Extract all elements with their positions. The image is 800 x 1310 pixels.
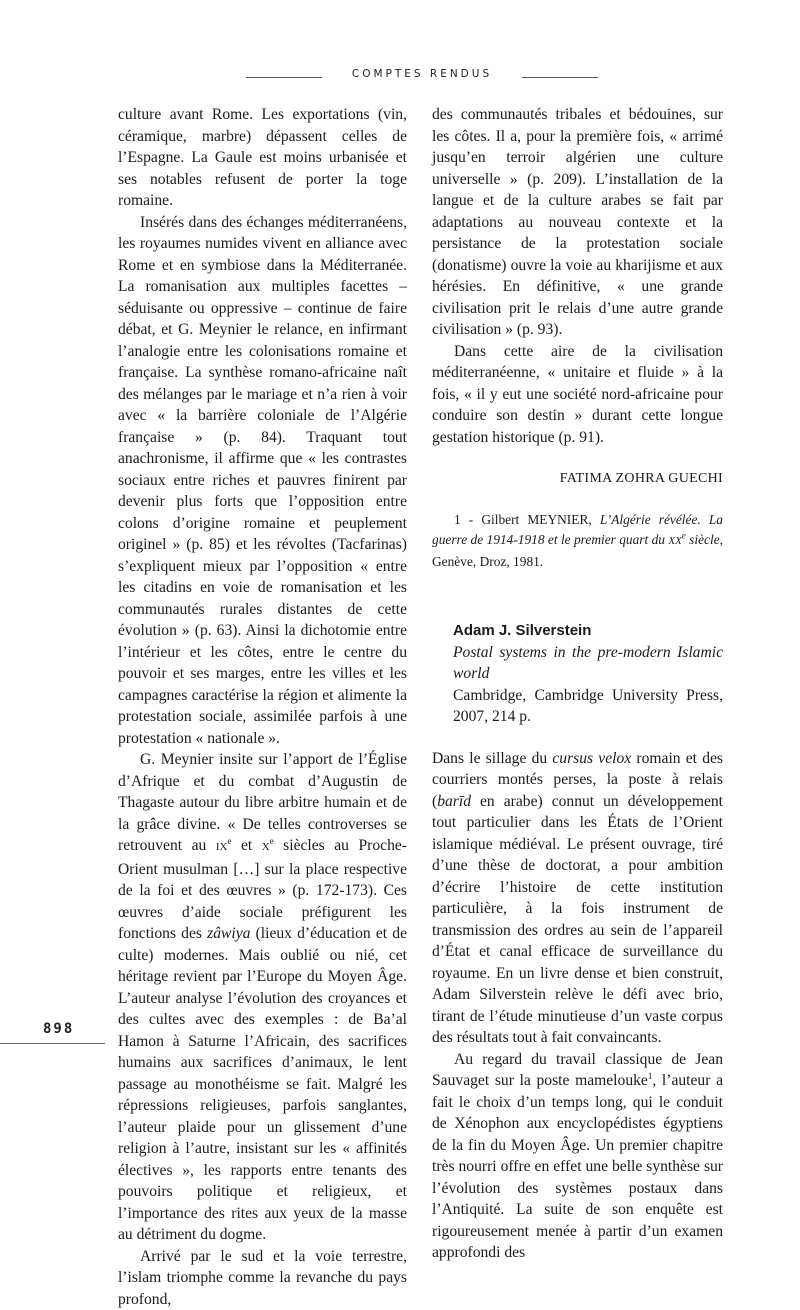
right-column <box>432 104 723 1264</box>
running-header <box>0 68 800 88</box>
review-signature: FATIMA ZOHRA GUECHI <box>432 468 723 490</box>
right-paragraph-4 <box>432 1049 723 1264</box>
left-paragraph-2: Insérés dans des échanges méditerranéens, les royaumes numides vivent en alliance avec Rome et en symbiose dans la Méditerranée. La romanisation aux multiples facettes – séduisante ou oppressive – continue de faire débat, et G. Meynier le relance, en infirmant l’analogie entre les colonisations romaine et française. La synthèse romano-africaine naît des mélanges par le mariage et n’a rien à voir avec « la barrière coloniale de l’Algérie française » (p. 84). Traquant tout anachronisme, il affirme que « les contrastes sociaux entre riches et pauvres finirent par devenir plus forts que l’opposition entre colons d’origine romaine et peuplement originel » (p. 85) et les révoltes (Tacfarinas) s’expliquent mieux par l’opposition « entre les citadins en voie de romanisation et les communautés rurales distantes de cette évolution » (p. 63). Ainsi la dichotomie entre l’intérieur et les côtes, entre le centre du pouvoir et ses marges, entre les villes et les campagnes caractérise la région et alimente la protestation sociale, assimilée parfois à une protestation « nationale ». <box>118 212 407 750</box>
text-span: romain et des courriers montés perses, la poste à relais ( <box>432 750 723 810</box>
roman-numeral-xx: XX <box>668 535 681 547</box>
header-rule-right <box>522 77 598 78</box>
text-span: siècles au Proche-Orient musulman […] sur la place respective de la foi et des œuvres » (p. 172-173). Ces œuvres d’aide sociale préfigurent les fonctions des <box>118 837 407 942</box>
text-span: (lieux d’éducation et de culte) modernes. Mais oublié ou nié, cet héritage revient par l’Europe du Moyen Âge. L’auteur analyse l’évolution des croyances et des cultes avec des exemples : de Ba’al Hamon à Saturne l’Africain, des sacrifices humains aux sacrifices d’animaux, le lent passage au monothéisme se fait. Malgré les répressions religieuses, parfois sanglantes, l’auteur plaide pour un glissement d’une religion à l’autre, insistant sur les « affinités électives », les rapports entre tenants des pouvoirs politique et religieux, et l’importance des rites aux yeux de la masse au détriment du dogme. <box>118 925 407 1243</box>
italic-term-zawiya: zâwiya <box>207 925 250 942</box>
text-span: en arabe) connut un développement tout particulier dans les États de l’Orient islamique médiéval. Le présent ouvrage, tiré d’une thèse de doctorat, a pour ambition d’écrire l’histoire de cette institution particulière, à la fois instrument de transmission des ordres au sein de l’appareil d’État et canal efficace de surveillance du royaume. En un livre dense et bien construit, Adam Silverstein relève le défi avec brio, tirant de l’étude minutieuse d’un vaste corpus des résultats tout à fait convaincants. <box>432 793 723 1047</box>
text-span: Au regard du travail classique de Jean Sauvaget sur la poste mamelouke <box>432 1051 723 1090</box>
superscript-e: e <box>227 836 231 846</box>
book-author: Adam J. Silverstein <box>453 620 723 642</box>
text-span: , l’auteur a fait le choix d’un temps long, qui le conduit de Xénophon aux encyclopédistes égyptiens de la fin du Moyen Âge. Un premier chapitre très nourri offre en effet une belle synthèse sur l’évolution des systèmes postaux dans l’Antiquité. La suite de son enquête est rigoureusement menée à partir d’un examen approfondi des <box>432 1072 723 1261</box>
text-span: Dans le sillage du <box>432 750 552 767</box>
page-number-rule <box>0 1043 105 1044</box>
footnote-title-end: siècle <box>686 532 720 547</box>
right-paragraph-2: Dans cette aire de la civilisation méditerranéenne, « unitaire et fluide » à la fois, « il y eut une société nord-africaine pour conduire son destin » durant cette longue gestation historique (p. 91). <box>432 341 723 449</box>
text-span: 1 - Gilbert <box>454 512 527 527</box>
text-span: , <box>588 512 599 527</box>
right-paragraph-3 <box>432 748 723 1049</box>
book-publisher: Cambridge, Cambridge University Press, 2007, 214 p. <box>453 685 723 728</box>
left-paragraph-1: culture avant Rome. Les exportations (vin, céramique, marbre) dépassent celles de l’Espagne. La Gaule est moins urbanisée et ses notables refusent de porter la toge romaine. <box>118 104 407 212</box>
page-number: 898 <box>43 1021 74 1037</box>
left-column <box>118 104 407 1310</box>
book-title: Postal systems in the pre-modern Islamic world <box>453 642 723 685</box>
roman-numeral-x: X <box>262 841 270 853</box>
text-span: et <box>231 837 261 854</box>
superscript-e: e <box>270 836 274 846</box>
footnote-title: L’Algérie révélée. La guerre de 1914-1918 et le premier quart du <box>432 512 723 548</box>
left-paragraph-3 <box>118 749 407 1246</box>
header-rule-left <box>246 77 322 78</box>
italic-term-barid: barīd <box>437 793 471 810</box>
footnote-reference: 1 <box>648 1071 653 1081</box>
text-span: , Genève, Droz, 1981. <box>432 532 723 569</box>
footnote-author: MEYNIER <box>527 512 588 527</box>
right-paragraph-1: des communautés tribales et bédouines, sur les côtes. Il a, pour la première fois, « arrimé jusqu’en terroir algérien une culture universelle » (p. 209). L’installation de la langue et de la culture arabes se fait par adaptations au nouveau contexte et la persistance de la protestation sociale (donatisme) ouvre la voie au kharijisme et aux hérésies. En définitive, « une grande civilisation prit le relais d’une autre grande civilisation » (p. 93). <box>432 104 723 341</box>
superscript-e: e <box>682 531 686 541</box>
italic-term-cursus: cursus velox <box>552 750 631 767</box>
footnote <box>432 510 723 573</box>
header-title: COMPTES RENDUS <box>322 68 522 80</box>
roman-numeral-ix: IX <box>216 841 228 853</box>
left-paragraph-4: Arrivé par le sud et la voie terrestre, l’islam triomphe comme la revanche du pays profond, <box>118 1246 407 1310</box>
book-reference <box>432 620 723 728</box>
text-span: G. Meynier insite sur l’apport de l’Église d’Afrique et du combat d’Augustin de Thagaste autour du libre arbitre humain et de la grâce divine. « De telles controverses se retrouvent au <box>118 751 407 854</box>
